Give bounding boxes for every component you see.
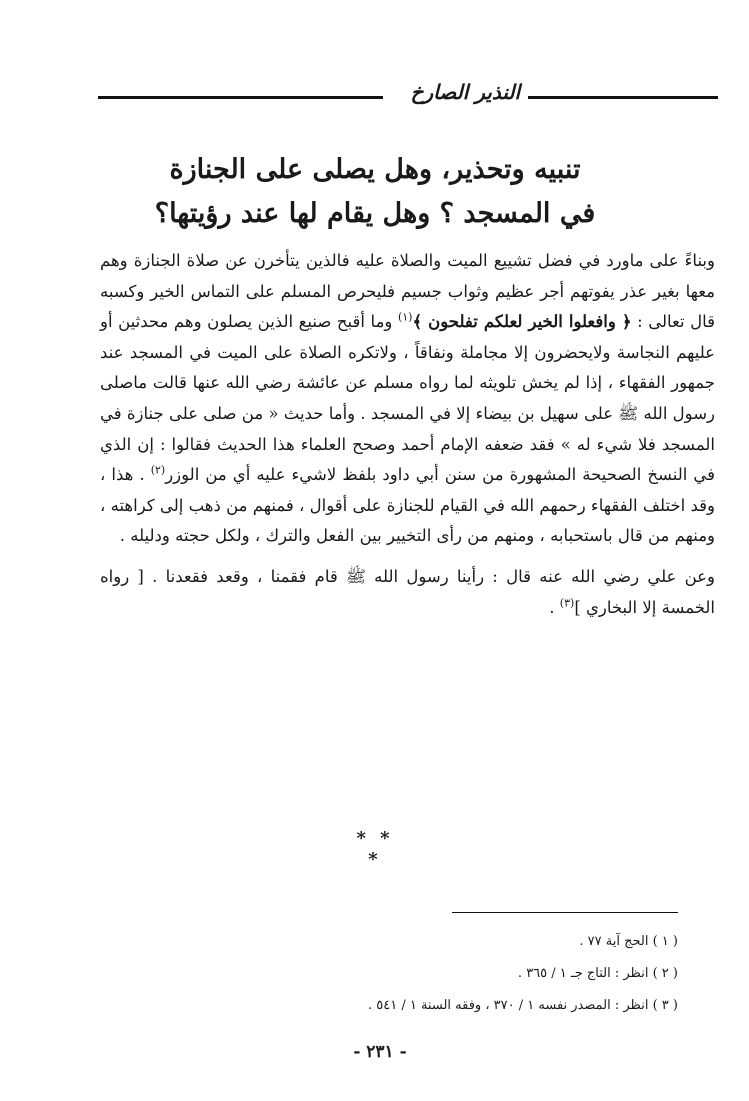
header-title: النذير الصارخ: [410, 80, 520, 104]
quran-verse: ﴿ وافعلوا الخير لعلكم تفلحون ﴾: [412, 312, 632, 332]
chapter-heading: [140, 148, 610, 236]
paragraph-2: [100, 562, 715, 623]
footnote-ref-2[interactable]: (٢): [150, 463, 166, 477]
heading-line-2: في المسجد ؟ وهل يقام لها عند رؤيتها؟: [154, 198, 596, 229]
section-separator: * * *: [356, 828, 394, 870]
footnote-3: ( ٣ ) انظر : المصدر نفسه ١ / ٣٧٠ ، وفقه السنة ١ / ٥٤١ .: [367, 998, 678, 1013]
footnotes: [300, 926, 678, 1022]
footnote-1: ( ١ ) الحج آية ٧٧ .: [579, 934, 678, 949]
page-number: - ٢٣١ -: [353, 1042, 407, 1062]
paragraph-1-part-c: . هذا ، وقد اختلف الفقهاء رحمهم الله في القيام للجنازة على أقوال ، فمنهم من ذهب إلى كراهته ، ومنهم من قال باستحبابه ، ومنهم من رأى التخيير بين الفعل والترك ، ولكل حجته ودليله .: [100, 465, 715, 546]
footnote-ref-1[interactable]: (١): [397, 310, 413, 324]
footnote-rule: [452, 912, 678, 913]
footnote-2: ( ٢ ) انظر : التاج جـ ١ / ٣٦٥ .: [517, 966, 678, 981]
paragraph-1-part-a: وبناءً على ماورد في فضل تشييع الميت والصلاة عليه فالذين يتأخرن عن صلاة الجنازة وهم معها بغير عذر يفوتهم أجر عظيم وثواب جسيم فليحرص المسلم على التماس الخير وكسبه قال تعالى :: [100, 251, 715, 332]
paragraph-1: [100, 246, 715, 552]
paragraph-2-part-a: وعن علي رضي الله عنه قال : رأينا رسول الله ﷺ قام فقمنا ، وقعد فقعدنا . [ رواه الخمسة إلا البخاري ]: [100, 566, 715, 617]
paragraph-2-part-b: .: [549, 597, 560, 617]
footnote-ref-3[interactable]: (٣): [559, 596, 575, 610]
header-rule-left: [98, 96, 383, 99]
header-rule-right: [528, 96, 718, 99]
body-text: [100, 246, 715, 623]
paragraph-1-part-b: وما أقبح صنيع الذين يصلون وهم محدثين أو عليهم النجاسة ولايحضرون إلا مجاملة ونفاقاً ، ولاتكره الصلاة على الميت في المسجد عند جمهور الفقهاء ، إذا لم يخش تلويثه لما رواه مسلم عن عائشة رضي الله عنها قالت ماصلى رسول الله ﷺ على سهيل بن بيضاء إلا في المسجد . وأما حديث « من صلى على جنازة في المسجد فلا شيء له » فقد ضعفه الإمام أحمد وصحح العلماء هذا الحديث فقالوا : إن الذي في النسخ الصحيحة المشهورة من سنن أبي داود بلفظ لاشيء عليه أي من الوزر: [100, 312, 715, 485]
heading-line-1: تنبيه وتحذير، وهل يصلى على الجنازة: [169, 154, 581, 185]
running-header: [98, 80, 718, 110]
